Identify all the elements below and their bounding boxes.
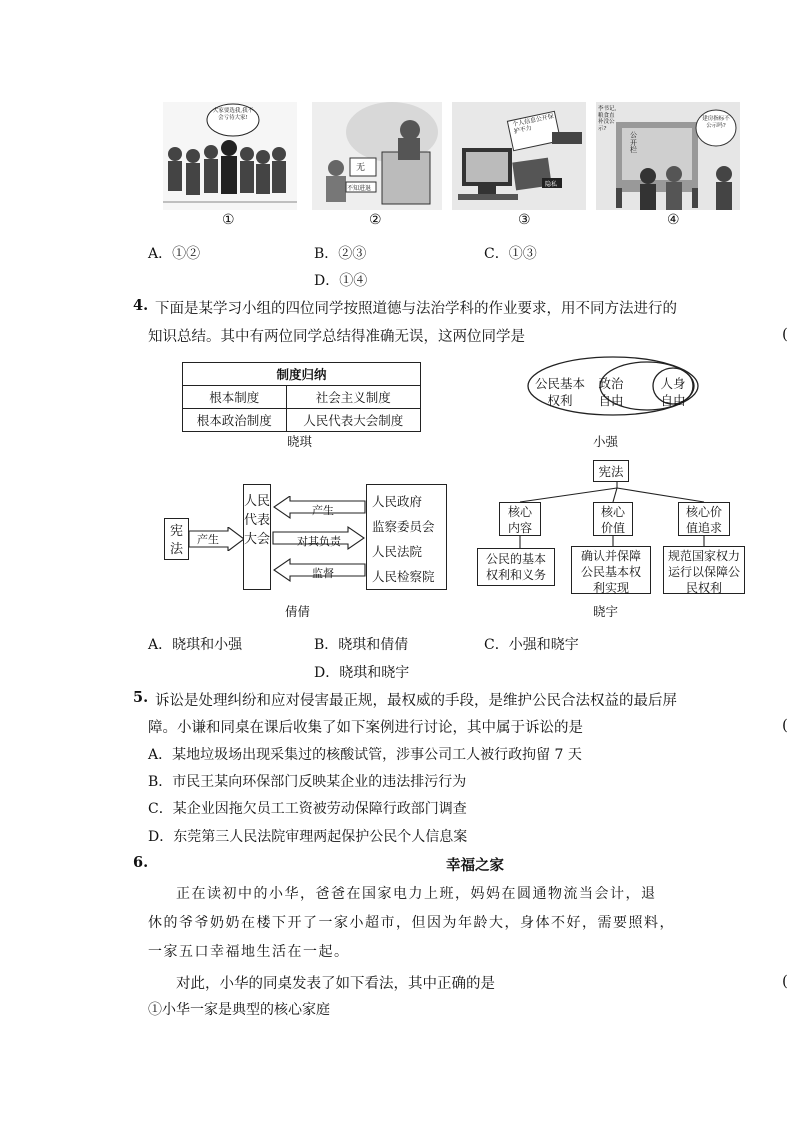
xiaoqiang-middle-label: 政治自由 <box>598 376 624 408</box>
xiaoqiang-outer-label: 公民基本权利 <box>534 376 585 408</box>
cartoon-2-number: ② <box>369 212 382 228</box>
cartoon-3-sign: 个人信息公开保护不力 <box>511 112 555 136</box>
q4-stem-line2: 知识总结。其中有两位同学总结得准确无误，这两位同学是 <box>148 329 525 345</box>
qianqian-arrow-label: 产生 <box>312 504 334 517</box>
xiaoyu-caption: 晓宇 <box>593 604 619 619</box>
cartoon-4-speaker: 李书记,粮食直补没公示? <box>598 106 617 132</box>
xiaoyu-mid-box: 核心价值追求 <box>678 502 730 536</box>
qianqian-organ: 监察委员会 <box>372 519 435 534</box>
q4-option-c[interactable]: C．小强和晓宇 <box>484 637 579 653</box>
xiaoqi-cell: 根本政治制度 <box>183 409 287 432</box>
cartoon-3 <box>452 102 586 210</box>
q5-number: 5. <box>133 689 149 706</box>
cartoon-4-number: ④ <box>667 212 680 228</box>
xiaoyu-leaf-box: 公民的基本权利和义务 <box>477 548 555 586</box>
q4-option-b[interactable]: B．晓琪和倩倩 <box>314 637 409 653</box>
qianqian-produce-label: 产生 <box>197 533 219 546</box>
cartoon-2-sign: 无 <box>356 163 366 173</box>
q5-option-c[interactable]: C．某企业因拖欠员工工资被劳动保障行政部门调查 <box>148 801 467 817</box>
q6-story-line3: 一家五口幸福地生活在一起。 <box>148 944 350 960</box>
q5-option-a[interactable]: A．某地垃圾场出现采集过的核酸试管，涉事公司工人被行政拘留 7 天 <box>148 747 582 763</box>
q6-story-line2: 休的爷爷奶奶在楼下开了一家小超市，但因为年龄大，身体不好，需要照料， <box>148 915 675 931</box>
qianqian-constitution-box: 宪法 <box>164 518 189 560</box>
q4-number: 4. <box>133 297 149 314</box>
xiaoyu-mid-box: 核心价值 <box>593 502 633 536</box>
q4-stem-line1: 下面是某学习小组的四位同学按照道德与法治学科的作业要求，用不同方法进行的 <box>155 301 677 317</box>
q6-item-1: ①小华一家是典型的核心家庭 <box>148 1002 330 1018</box>
qianqian-organ: 人民检察院 <box>372 569 435 584</box>
q6-story-line1: 正在读初中的小华，爸爸在国家电力上班，妈妈在圆通物流当会计，退 <box>176 886 657 902</box>
xiaoqi-table-title: 制度归纳 <box>183 363 421 386</box>
q6-stem: 对此，小华的同桌发表了如下看法，其中正确的是 <box>176 976 495 992</box>
xiaoyu-leaf-box: 确认并保障公民基本权利实现 <box>571 546 651 594</box>
cartoon-3-badge: 隐私 <box>545 181 558 188</box>
qianqian-arrow-label: 监督 <box>312 567 334 580</box>
xiaoqi-caption: 晓琪 <box>287 434 313 449</box>
q4-answer-paren: ( <box>782 325 788 343</box>
q6-number: 6. <box>133 854 149 871</box>
cartoon-1 <box>163 102 297 210</box>
cartoon-4-board: 公开栏 <box>630 131 637 155</box>
qianqian-organ: 人民政府 <box>372 494 423 509</box>
xiaoyu-leaf-box: 规范国家权力运行以保障公民权利 <box>663 546 745 594</box>
q3-option-c[interactable]: C．①③ <box>484 246 537 262</box>
xiaoyu-mid-box: 核心内容 <box>499 502 541 536</box>
cartoon-2-drawing <box>312 102 442 210</box>
cartoon-4-bubble: 建房指标不公示吗? <box>702 116 730 129</box>
q3-option-d[interactable]: D．①④ <box>314 273 368 289</box>
q6-answer-paren: ( <box>782 972 788 990</box>
xiaoqi-cell: 人民代表大会制度 <box>286 409 420 432</box>
xiaoqiang-inner-label: 人身自由 <box>660 376 686 408</box>
cartoon-1-bubble: 大家要选我,我不会亏待大家! <box>212 108 254 121</box>
xiaoqi-cell: 根本制度 <box>183 386 287 409</box>
qianqian-caption: 倩倩 <box>285 604 311 619</box>
cartoon-2 <box>312 102 442 210</box>
xiaoyu-root-box: 宪法 <box>593 460 629 482</box>
xiaoqi-cell: 社会主义制度 <box>286 386 420 409</box>
q5-option-d[interactable]: D．东莞第三人民法院审理两起保护公民个人信息案 <box>148 829 468 845</box>
q5-stem-line1: 诉讼是处理纠纷和应对侵害最正规，最权威的手段，是维护公民合法权益的最后屏 <box>155 693 677 709</box>
cartoon-1-number: ① <box>222 212 235 228</box>
cartoon-3-number: ③ <box>518 212 531 228</box>
q5-answer-paren: ( <box>782 716 788 734</box>
cartoon-3-drawing <box>452 102 586 210</box>
qianqian-npc-box: 人民代表大会 <box>243 484 271 590</box>
qianqian-organ: 人民法院 <box>372 544 423 559</box>
cartoon-2-plate: 不知进退 <box>347 185 372 192</box>
q4-option-d[interactable]: D．晓琪和晓宇 <box>314 665 410 681</box>
q5-stem-line2: 障。小谦和同桌在课后收集了如下案例进行讨论，其中属于诉讼的是 <box>148 720 583 736</box>
q3-option-a[interactable]: A．①② <box>148 246 201 262</box>
q5-option-b[interactable]: B．市民王某向环保部门反映某企业的违法排污行为 <box>148 774 467 790</box>
qianqian-organs-box <box>366 484 447 590</box>
cartoon-4 <box>596 102 740 210</box>
xiaoqiang-caption: 小强 <box>593 434 619 449</box>
q4-option-a[interactable]: A．晓琪和小强 <box>148 637 243 653</box>
q3-option-b[interactable]: B．②③ <box>314 246 367 262</box>
q6-title: 幸福之家 <box>446 857 504 874</box>
qianqian-arrow-label: 对其负责 <box>297 535 341 548</box>
xiaoqi-table <box>182 362 421 432</box>
